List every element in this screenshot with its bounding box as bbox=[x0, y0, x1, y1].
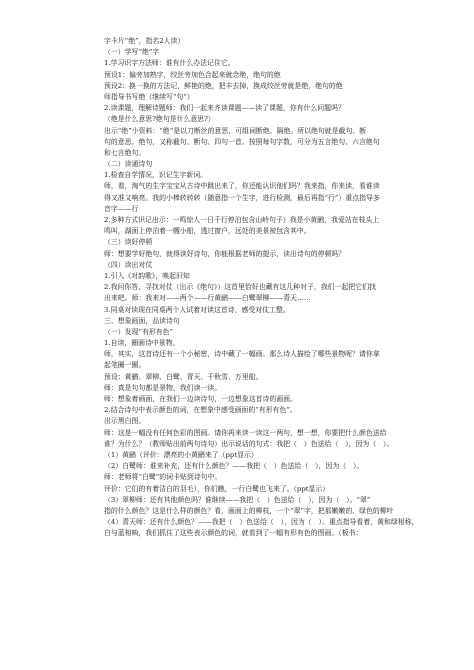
text-line: 句的意思。绝句，又称截句、断句、四句一首。按照每句字数，可分为五言绝句、六言绝句 bbox=[104, 137, 380, 146]
text-line: 1.自读，圈画诗中景物。 bbox=[104, 339, 180, 348]
text-line: 1.引入《对韵歌》，唤起旧知 bbox=[104, 271, 190, 280]
text-line: （4）青天师：还有什么颜色？——我把（ ）色送给（ ），因为（ ）。重点指导看着，黄和绿相称， bbox=[104, 518, 419, 527]
text-line: 师：想象着画面，在我们一边读诗句，一边想象这首诗的画面。 bbox=[104, 395, 297, 403]
text-line: （一）发现“有形有色” bbox=[104, 327, 174, 336]
text-line: 谁？为什么？（教师贴出前两句诗句）出示说话的句式：我把（ ）色送给（ ），因为（ ）。 bbox=[104, 439, 394, 448]
text-line: 1.学习识字方法师：谁有什么办法记住它。 bbox=[104, 59, 235, 68]
text-line: 预设2：换一换的方法记，鲜艳的绝，把丰去掉，换成绞丝旁就是绝，绝句的绝 bbox=[104, 81, 343, 90]
document-body bbox=[104, 36, 434, 539]
text-line: 鸣叫，湖面上停泊着一艘小船，透过窗户，远处的美景被包含其中。 bbox=[104, 227, 311, 236]
text-line: 2.读课题，理解诗题师：我们一起来齐读课题——读了课题，你有什么问题吗？ bbox=[104, 104, 345, 113]
text-line: （绝是什么意思?绝句是什么意思?） bbox=[104, 115, 215, 124]
text-line: 指的什么颜色？这是什么样的颜色？看，画面上的柳枝，一个“翠”字，把那嫩嫩的、绿色的柳叶 bbox=[104, 506, 394, 515]
text-line: 师：想要学好绝句，就得读好诗句，你能根据老师的提示，读出诗句的停顿吗？ bbox=[104, 249, 346, 258]
text-line: （三）读好停顿 bbox=[104, 238, 153, 247]
text-line: 1.检查自学情况，识记生字新词。 bbox=[104, 171, 208, 180]
text-line: 白与蓝相映，我们抓住了这些表示颜色的词，就看到了一幅有形有色的图画。（板书： bbox=[104, 529, 363, 538]
text-line: （1）黄鹂（评价：漂亮的小黄鹂来了（ppt显示） bbox=[104, 450, 258, 459]
text-line: 出示“绝”小资料：“绝”是以刀断丝的意思，可组词断绝、隔绝。所以绝句就是截句、断 bbox=[104, 126, 367, 135]
text-line: 评价：它们的有着洁白的羽毛），你们瞧，一行白鹭也飞来了。（ppt显示） bbox=[104, 484, 330, 493]
text-line: 师：老师将“白鹭”的词卡贴到诗句中。 bbox=[104, 473, 222, 482]
text-line: 师：真是句句都是景物，我们读一读。 bbox=[104, 383, 222, 392]
text-line: 得又准又响亮。我的小棒转转转（随意指一个生字，进行检测，最后再指“行”）重点指导多 bbox=[104, 193, 380, 202]
text-line: 预设1：偏旁加熟字，绞丝旁加色合起来就念绝，绝句的绝 bbox=[104, 70, 281, 79]
text-line: 师，其实，这首诗还有一个小秘密，诗中藏了一幅画。那么诗人描绘了哪些景物呢？请你拿 bbox=[104, 350, 380, 359]
text-line: 预设：黄鹂、翠柳、白鹭、青天、千秋雪、万里船。 bbox=[104, 372, 263, 381]
text-line: （一）学写“绝”字 bbox=[104, 48, 160, 57]
text-line: 2.多种方式识记出示：一鸣惊人一日千行停泊包含山岭句子）我是小黄鹂，我爱站在枝头上 bbox=[104, 216, 380, 224]
text-line: （二）读通诗句 bbox=[104, 160, 153, 169]
text-line: 出来吧。师：我来对——两个——行黄鹂——白鹭翠柳——青天…… bbox=[104, 294, 311, 303]
text-line: （2）白鹭师：谁来补充，还有什么颜色？——我把（ ）色送给（ ），因为（ ）。 bbox=[104, 462, 364, 471]
text-line: 起笔圈一圈。 bbox=[104, 361, 146, 370]
text-line: 师，看，淘气的生字宝宝从古诗中跳出来了，你还能认识他们吗？我来指，你来读，看谁读 bbox=[104, 182, 380, 191]
text-line: 3.同桌对读现在同桌两个人试着对读这首诗，感受对仗工整。 bbox=[104, 305, 290, 314]
text-line: （3）翠柳师：还有其他颜色吗？谁继续——我把（ ）色送给（ ），因为（ ）。“翠” bbox=[104, 495, 371, 504]
text-line: 和七言绝句。 bbox=[104, 148, 146, 157]
text-line: 音字——行 bbox=[104, 204, 139, 213]
text-line: 师指导书写绝（继续写“句”） bbox=[104, 92, 194, 101]
text-line: 字卡片“绝”，指名2人读） bbox=[104, 37, 185, 45]
text-line: 出示黑白图。 bbox=[104, 417, 146, 426]
text-line: 三、想象画面，品读诗句 bbox=[104, 316, 180, 325]
text-line: （四）读出对仗 bbox=[104, 260, 153, 269]
text-line: 2.结合诗句中表示颜色的词，在想象中感受画面的“有形有色”。 bbox=[104, 406, 297, 415]
text-line: 2.我问你答，寻找对仗（出示《绝句》）这首里恰好也藏有这几种对子，我们一起把它们找 bbox=[104, 283, 376, 292]
text-line: 师：这是一幅没有任何色彩的图画。请你再来读一读这一两句，想一想，你要把什么颜色送给 bbox=[104, 428, 387, 437]
